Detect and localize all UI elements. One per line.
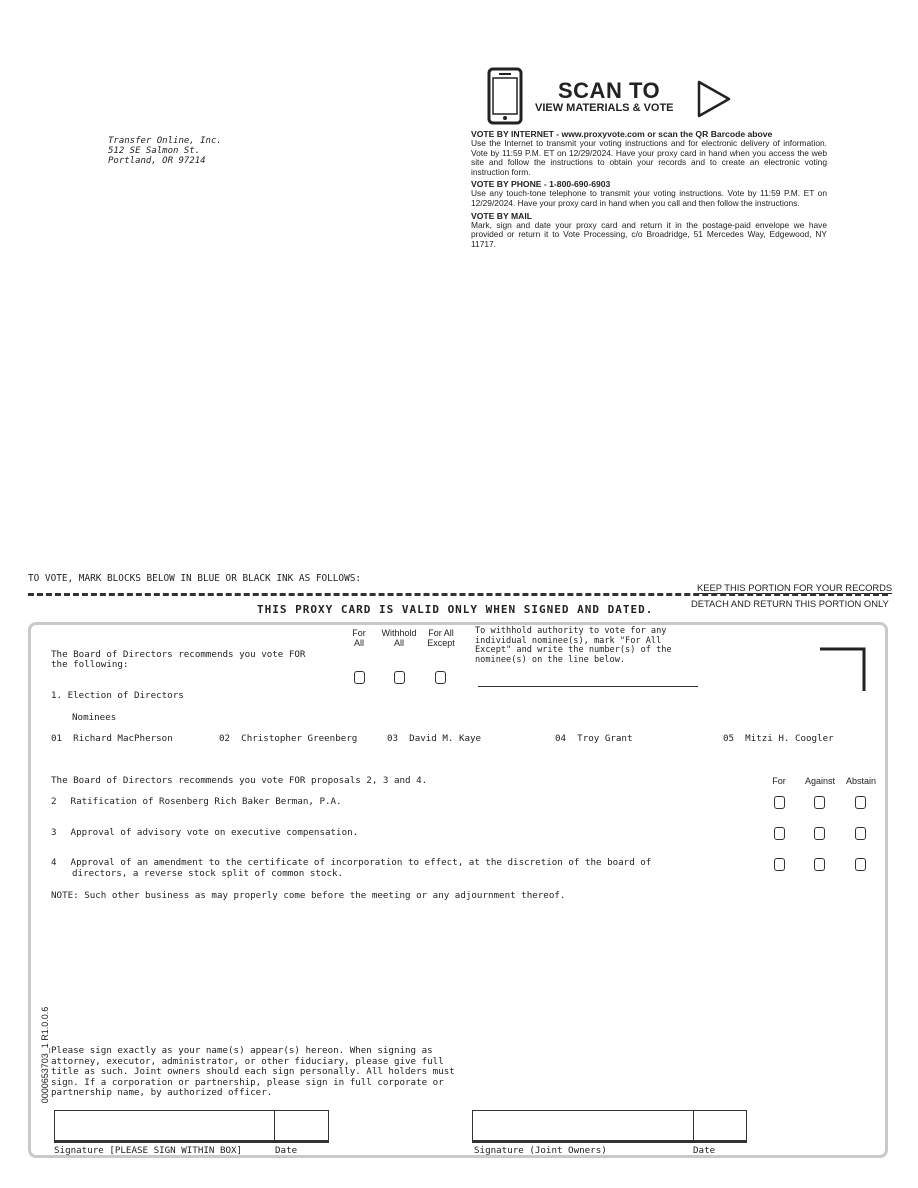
- joint-date-label: Date: [693, 1145, 716, 1156]
- detach-label: DETACH AND RETURN THIS PORTION ONLY: [691, 598, 889, 609]
- nominees-label: Nominees: [72, 712, 117, 723]
- keep-portion-label: KEEP THIS PORTION FOR YOUR RECORDS: [697, 582, 893, 593]
- address-line: Transfer Online, Inc.: [108, 136, 222, 146]
- address-line: 512 SE Salmon St.: [108, 146, 201, 156]
- proposal-4: 4 Approval of an amendment to the certificate of incorporation to effect, at the discretion of the board of directors, a reverse stock split of common stock.: [51, 857, 652, 879]
- col-for-all: For All: [352, 628, 366, 648]
- checkbox-p3-abstain[interactable]: [855, 827, 866, 840]
- vote-internet-text: Use the Internet to transmit your voting instructions and for electronic delivery of information. Vote by 11:59 P.M. ET on 12/29/2024. Have your proxy card in hand when you access the web site and follow the instructions to obtain your records and to create an electronic voting instruction form.: [471, 138, 827, 177]
- scan-title: SCAN TO: [558, 78, 661, 103]
- proposal-2: 2 Ratification of Rosenberg Rich Baker Berman, P.A.: [51, 796, 342, 807]
- nominee: 02 Christopher Greenberg: [219, 733, 358, 744]
- checkbox-p2-for[interactable]: [774, 796, 785, 809]
- side-document-code: 0000653703_1 R1.0.0.6: [40, 1006, 50, 1104]
- note-text: NOTE: Such other business as may properly come before the meeting or any adjournment thereof.: [51, 890, 566, 901]
- vote-mail-title: VOTE BY MAIL: [471, 210, 532, 221]
- proposal-3: 3 Approval of advisory vote on executive compensation.: [51, 827, 359, 838]
- joint-signature-label: Signature (Joint Owners): [474, 1145, 607, 1156]
- board-recommendation-2: The Board of Directors recommends you vote FOR proposals 2, 3 and 4.: [51, 775, 428, 786]
- checkbox-p2-abstain[interactable]: [855, 796, 866, 809]
- detach-line: [28, 593, 888, 596]
- checkbox-p3-against[interactable]: [814, 827, 825, 840]
- valid-notice: THIS PROXY CARD IS VALID ONLY WHEN SIGNED AND DATED.: [257, 603, 654, 616]
- col-against: Against: [804, 776, 836, 786]
- checkbox-for-all-except[interactable]: [435, 671, 446, 684]
- vote-phone-title: VOTE BY PHONE - 1-800-690-6903: [471, 179, 611, 190]
- col-for-all-except: For All Except: [427, 628, 455, 648]
- vote-mail-text: Mark, sign and date your proxy card and return it in the postage-paid envelope we have provided or return it to Vote Processing, c/o Broadridge, 51 Mercedes Way, Edgewood, NY 11717.: [471, 219, 827, 249]
- vote-instructions: [471, 129, 827, 249]
- checkbox-p4-abstain[interactable]: [855, 858, 866, 871]
- signature-date-box[interactable]: [274, 1110, 329, 1143]
- joint-date-box[interactable]: [693, 1110, 747, 1143]
- item-election-directors: 1. Election of Directors: [51, 690, 184, 701]
- return-address: [108, 136, 222, 166]
- signature-box[interactable]: [54, 1110, 275, 1143]
- checkbox-for-all[interactable]: [354, 671, 365, 684]
- board-rec-line: The Board of Directors recommends you vote FOR: [51, 649, 306, 660]
- vote-internet-title: VOTE BY INTERNET - www.proxyvote.com or scan the QR Barcode above: [471, 129, 773, 139]
- vote-phone-text: Use any touch-tone telephone to transmit your voting instructions. Vote by 11:59 P.M. ET on 12/29/2024. Have your proxy card in hand when you call and then follow the instructions.: [471, 188, 827, 208]
- nominee: 03 David M. Kaye: [387, 733, 482, 744]
- col-withhold-all: Withhold All: [381, 628, 417, 648]
- ink-instructions: TO VOTE, MARK BLOCKS BELOW IN BLUE OR BLACK INK AS FOLLOWS:: [28, 573, 362, 584]
- address-line: Portland, OR 97214: [108, 156, 206, 166]
- nominee: 01 Richard MacPherson: [51, 733, 173, 744]
- play-arrow-icon: [697, 80, 733, 118]
- except-number-line[interactable]: [478, 686, 698, 687]
- board-recommendation-1: [51, 650, 305, 670]
- registration-corner-mark: [818, 647, 868, 693]
- col-abstain: Abstain: [845, 776, 877, 786]
- checkbox-withhold-all[interactable]: [394, 671, 405, 684]
- signature-label: Signature [PLEASE SIGN WITHIN BOX]: [54, 1145, 243, 1156]
- date-label: Date: [275, 1145, 298, 1156]
- withhold-instructions: To withhold authority to vote for any individual nominee(s), mark "For All Except" and write the number(s) of the nominee(s) on the line below.: [475, 626, 672, 665]
- checkbox-p3-for[interactable]: [774, 827, 785, 840]
- checkbox-p4-for[interactable]: [774, 858, 785, 871]
- signing-instructions: Please sign exactly as your name(s) appear(s) hereon. When signing as attorney, executor, administrator, or other fiduciary, please give full title as such. Joint owners should each sign personally. All holders must sign. If a corporation or partnership, please sign in full corporate or partnership name, by authorized officer.: [51, 1045, 455, 1098]
- checkbox-p2-against[interactable]: [814, 796, 825, 809]
- scan-subtitle: VIEW MATERIALS & VOTE: [535, 102, 674, 114]
- joint-signature-box[interactable]: [472, 1110, 694, 1143]
- board-rec-line: the following:: [51, 659, 129, 670]
- nominee: 05 Mitzi H. Coogler: [723, 733, 834, 744]
- checkbox-p4-against[interactable]: [814, 858, 825, 871]
- nominee: 04 Troy Grant: [555, 733, 633, 744]
- col-for: For: [772, 776, 786, 786]
- mobile-phone-icon: [487, 67, 523, 125]
